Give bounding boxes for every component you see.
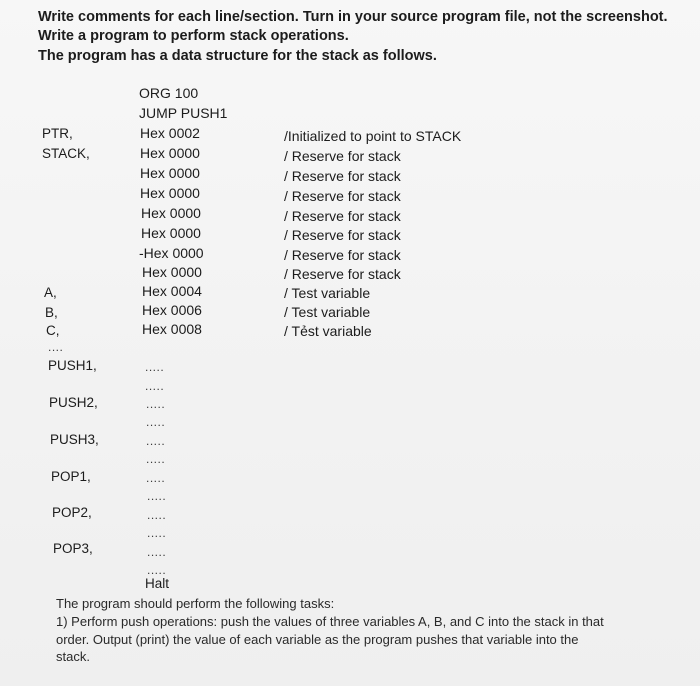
label-push2: PUSH2, <box>49 395 98 410</box>
hex-line: Hex 0002 <box>140 125 200 141</box>
code-placeholder: ..... <box>147 563 167 577</box>
label-b: B, <box>45 305 58 320</box>
label-ptr: PTR, <box>42 126 73 141</box>
comment-line: / Reserve for stack <box>284 266 401 282</box>
hex-line: Hex 0000 <box>142 264 202 280</box>
hex-line: Hex 0008 <box>142 321 202 337</box>
hex-line: Hex 0000 <box>140 165 200 181</box>
hex-line: Hex 0000 <box>140 145 200 161</box>
comment-line: / Reserve for stack <box>284 227 401 243</box>
label-push3: PUSH3, <box>50 432 99 447</box>
label-a: A, <box>44 285 57 300</box>
code-placeholder: ..... <box>147 508 167 522</box>
hex-line: -Hex 0000 <box>139 245 204 261</box>
code-placeholder: ..... <box>147 526 167 540</box>
code-placeholder: ..... <box>146 397 166 411</box>
code-placeholder: ..... <box>147 545 167 559</box>
comment-line: / Test variable <box>284 285 371 301</box>
label-stack: STACK, <box>42 146 90 161</box>
label-push1: PUSH1, <box>48 358 97 373</box>
comment-line: / Reserve for stack <box>284 148 401 164</box>
code-placeholder: ..... <box>146 471 166 485</box>
instruction-line-1: Write comments for each line/section. Turn in your source program file, not the screenshot. <box>38 9 668 25</box>
halt-instruction: Halt <box>145 576 170 591</box>
task1-line-3: stack. <box>56 649 90 664</box>
comment-line: / Test variable <box>284 304 371 320</box>
hex-line: Hex 0006 <box>142 302 202 318</box>
hex-line: Hex 0000 <box>141 225 201 241</box>
comment-line: / Tẻst variable <box>284 323 372 339</box>
label-c: C, <box>46 323 60 338</box>
task1-line-1: 1) Perform push operations: push the values of three variables A, B, and C into the stack in that <box>56 614 604 629</box>
code-placeholder: ..... <box>146 415 166 429</box>
code-placeholder: ..... <box>146 434 166 448</box>
hex-line: Hex 0004 <box>142 283 202 299</box>
label-pop1: POP1, <box>51 469 91 484</box>
comment-line: / Reserve for stack <box>284 208 401 224</box>
comment-line: / Reserve for stack <box>284 168 401 184</box>
label-pop3: POP3, <box>53 541 93 556</box>
code-placeholder: ..... <box>145 379 165 393</box>
code-placeholder: ..... <box>147 489 167 503</box>
code-placeholder: ..... <box>145 360 165 374</box>
comment-line: /Initialized to point to STACK <box>284 128 462 144</box>
comment-line: / Reserve for stack <box>284 188 401 204</box>
label-pop2: POP2, <box>52 505 92 520</box>
comment-line: / Reserve for stack <box>284 247 401 263</box>
label-ellipsis: .... <box>48 340 64 354</box>
org-directive: ORG 100 <box>139 85 199 101</box>
instruction-line-3: The program has a data structure for the stack as follows. <box>38 48 437 64</box>
tasks-intro: The program should perform the following tasks: <box>56 596 335 611</box>
instruction-line-2: Write a program to perform stack operations. <box>38 28 349 44</box>
hex-line: Hex 0000 <box>141 205 201 221</box>
code-placeholder: ..... <box>146 452 166 466</box>
task1-line-2: order. Output (print) the value of each variable as the program pushes that variable into the <box>56 632 579 647</box>
hex-line: Hex 0000 <box>140 185 200 201</box>
jump-instruction: JUMP PUSH1 <box>139 105 228 121</box>
